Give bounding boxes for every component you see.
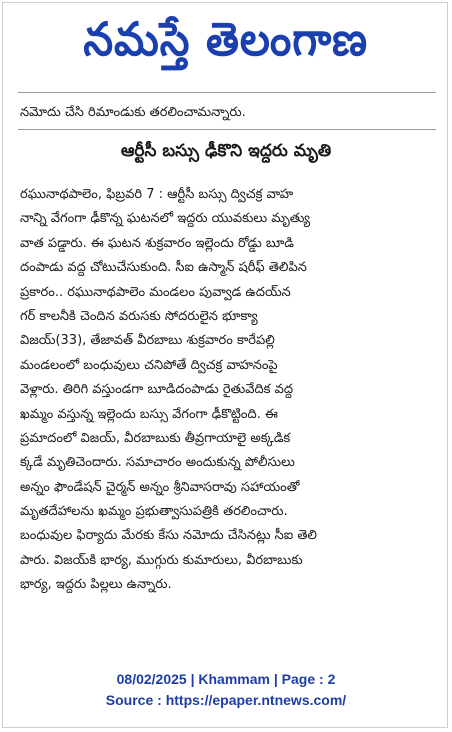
article-body-line: మండలంలో బంధువులు చనిపోతే ద్విచక్ర వాహనంపై bbox=[20, 357, 278, 373]
article-body-line: ఖమ్మం వస్తున్న ఇల్లెందు బస్సు వేగంగా ఢీకొట్టింది. ఈ bbox=[20, 406, 278, 422]
footer-date-edition: 08/02/2025 | Khammam | Page : 2 bbox=[116, 671, 336, 687]
article-body-line: గర్ కాలనీకి చెందిన వరుసకు సోదరులైన భూక్యా bbox=[20, 308, 258, 324]
masthead-divider bbox=[18, 92, 436, 93]
masthead-logo-text: నమస్తే తెలంగాణ bbox=[83, 12, 369, 66]
article-headline: ఆర్టీసీ బస్సు ఢీకొని ఇద్దరు మృతి bbox=[120, 141, 332, 161]
article-body-line: విజయ్(33), తేజావత్ వీరబాబు శుక్రవారం కారేపల్లి bbox=[20, 333, 275, 349]
article-body-line: దంపాడు వద్ద చోటుచేసుకుంది. సీఐ ఉస్మాన్ షరీఫ్ తెలిపిన bbox=[20, 260, 307, 276]
article-body-line: వాత పడ్డారు. ఈ ఘటన శుక్రవారం ఇల్లెందు రోడ్డు బూడి bbox=[20, 235, 294, 251]
article-body-line: క్కడే మృతిచెందారు. సమాచారం అందుకున్న పోలీసులు bbox=[20, 455, 295, 471]
footer-source: Source : https://epaper.ntnews.com/ bbox=[105, 692, 347, 708]
article-body-line: రఘునాథపాలెం, ఫిబ్రవరి 7 : ఆర్టీసీ బస్సు ద్విచక్ర వాహ bbox=[20, 187, 294, 202]
article-body-line: ప్రకారం.. రఘునాథపాలెం మండలం పువ్వాడ ఉదయ్‌న bbox=[20, 284, 291, 300]
newspaper-masthead bbox=[20, 6, 432, 84]
article-body-line: పారు. విజయ్‌కి భార్య, ముగ్గురు కుమారులు, వీరబాబుకు bbox=[20, 552, 303, 568]
headline-divider bbox=[18, 129, 436, 130]
article-body-line: భార్య, ఇద్దరు పిల్లలు ఉన్నారు. bbox=[20, 577, 172, 593]
article-body-line: అన్నం ఫౌండేషన్ చైర్మన్ అన్నం శ్రీనివాసరావు సహాయంతో bbox=[20, 479, 300, 495]
article-body-line: బంధువుల ఫిర్యాదు మేరకు కేసు నమోదు చేసినట్లు సీఐ తెలి bbox=[20, 528, 317, 544]
clipping-footer bbox=[0, 669, 452, 711]
article-body-line: వెళ్లారు. తిరిగి వస్తుండగా బూడిదంపాడు రైతువేదిక వద్ద bbox=[20, 382, 294, 398]
article-body-line: నాన్ని వేగంగా ఢీకొన్న ఘటనలో ఇద్దరు యువకులు మృత్యు bbox=[20, 211, 311, 227]
article-body-line: ప్రమాదంలో విజయ్, వీరబాబుకు తీవ్రగాయాలై అక్కడిక bbox=[20, 430, 291, 446]
previous-article-tail: నమోదు చేసి రిమాండుకు తరలించామన్నారు. bbox=[20, 105, 246, 120]
article-body-line: మృతదేహాలను ఖమ్మం ప్రభుత్వాసుపత్రికి తరలించారు. bbox=[20, 504, 288, 520]
article-body bbox=[20, 183, 436, 598]
